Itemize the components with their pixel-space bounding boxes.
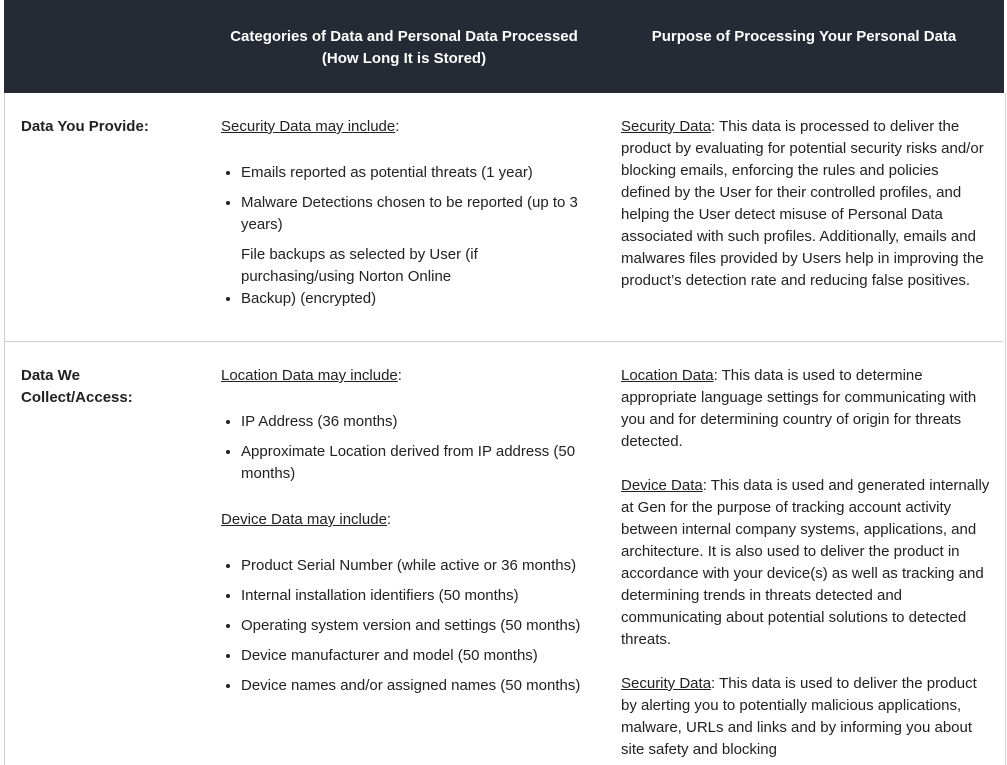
purpose-term: Device Data — [621, 477, 703, 494]
purpose-text: : This data is used to determine appropriate language settings for communicating with you and for determining country of origin for threats detected. — [621, 367, 977, 450]
purpose-cell — [621, 365, 991, 765]
list-item: • Product Serial Number (while active or 36 months) — [241, 555, 581, 577]
purpose-text: : This data is processed to deliver the product by evaluating for potential security risks and/or blocking emails, enforcing the rules and policies defined by the User for their controlled profiles, and helping the User detect misuse of Personal Data associated with such profiles. Additionally, emails and malwares files provided by Users help in improving the product’s detection rate and reducing false positives. — [621, 118, 984, 289]
list-item-text: File backups as selected by User (if purchasing/using Norton Online Backup) (encrypted) — [241, 246, 478, 307]
header-purpose: Purpose of Processing Your Personal Data — [651, 28, 957, 45]
header-categories-line2: (How Long It is Stored) — [321, 50, 487, 67]
list-item: • Approximate Location derived from IP address (50 months) — [241, 441, 581, 485]
category-list — [221, 555, 581, 697]
group-title: Device Data may include: — [221, 511, 392, 528]
table-body — [4, 93, 1006, 765]
categories-cell — [221, 365, 581, 721]
list-item — [241, 244, 581, 310]
purpose-cell — [621, 116, 991, 314]
categories-cell — [221, 116, 581, 334]
list-item: • Device names and/or assigned names (50 months) — [241, 675, 581, 697]
list-item: • Malware Detections chosen to be reported (up to 3 years) — [241, 192, 581, 236]
purpose-term: Security Data — [621, 675, 712, 692]
purpose-term: Security Data — [621, 118, 712, 135]
table-row-data-we-collect — [5, 342, 1003, 765]
list-item: • Operating system version and settings (50 months) — [241, 615, 581, 637]
table-header — [4, 0, 1004, 93]
group-title: Location Data may include: — [221, 367, 402, 384]
purpose-paragraph — [621, 365, 991, 453]
row-label — [21, 365, 191, 409]
row-label: Data You Provide: — [21, 118, 149, 135]
purpose-paragraph — [621, 475, 991, 651]
list-item: • Emails reported as potential threats (1 year) — [241, 162, 581, 184]
list-item: • IP Address (36 months) — [241, 411, 581, 433]
header-categories — [204, 26, 604, 70]
category-list — [221, 162, 581, 310]
header-categories-line1: Categories of Data and Personal Data Processed — [230, 28, 578, 45]
group-title-text: Location Data may include — [221, 367, 398, 384]
purpose-text: : This data is used to deliver the product by alerting you to potentially malicious applications, malware, URLs and links and by informing you about site safety and blocking — [621, 675, 977, 758]
purpose-paragraph — [621, 116, 991, 292]
purpose-text: : This data is used and generated internally at Gen for the purpose of tracking account activity between internal company systems, applications, and architecture. It is also used to deliver the product in accordance with your device(s) as well as tracking and determining trends in threats detected and communicating about potential solutions to detected threats. — [621, 477, 990, 648]
list-item: • Internal installation identifiers (50 months) — [241, 585, 581, 607]
purpose-paragraph — [621, 673, 991, 761]
group-title: Security Data may include: — [221, 118, 400, 135]
row-label-line2: Collect/Access: — [21, 389, 133, 406]
list-item: • Device manufacturer and model (50 months) — [241, 645, 581, 667]
group-title-text: Security Data may include — [221, 118, 396, 135]
group-title-text: Device Data may include — [221, 511, 387, 528]
purpose-term: Location Data — [621, 367, 714, 384]
table-row-data-you-provide — [5, 93, 1003, 342]
category-list — [221, 411, 581, 485]
row-label-line1: Data We — [21, 367, 80, 384]
